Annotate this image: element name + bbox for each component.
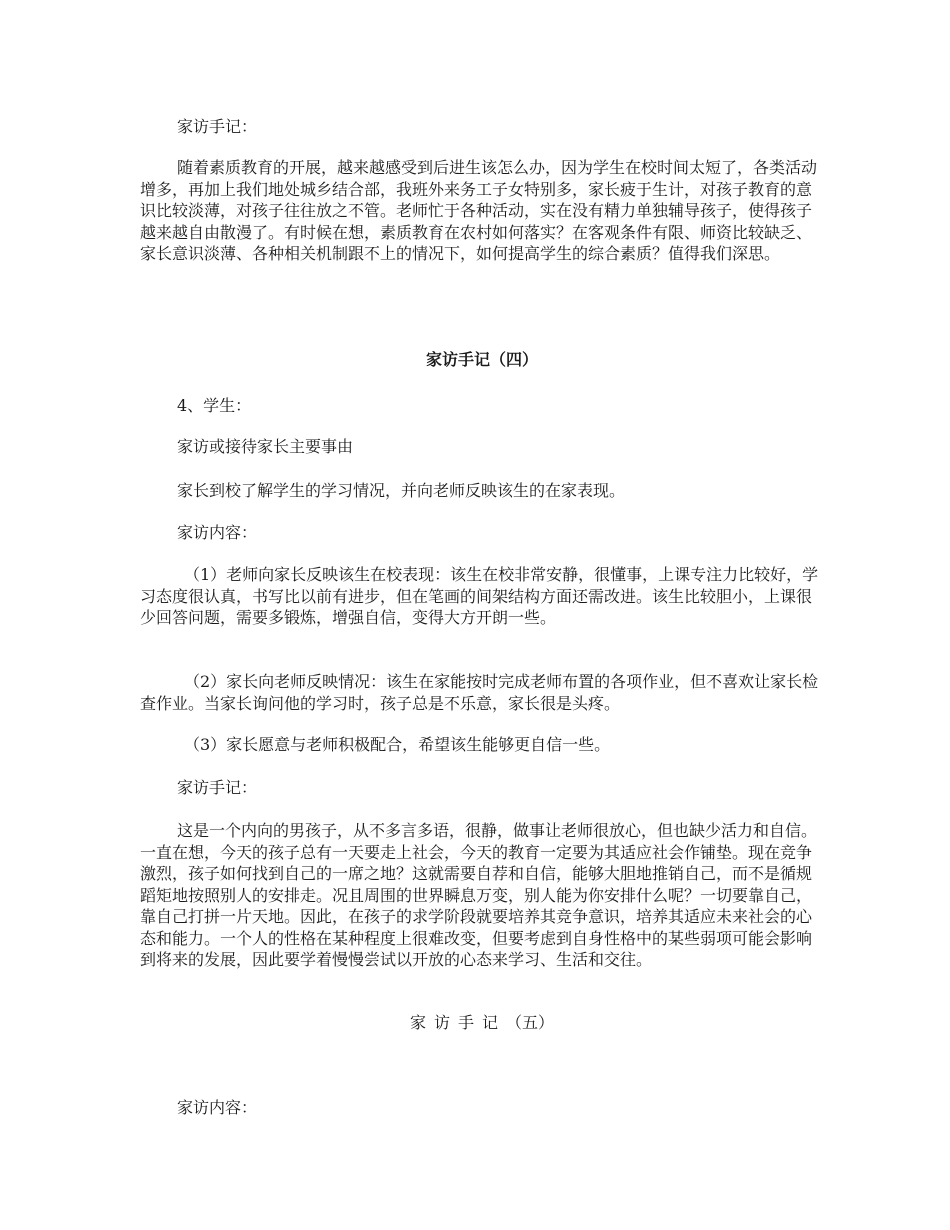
section1-label: 家访手记： — [177, 117, 258, 136]
section1-body: 随着素质教育的开展，越来越感受到后进生该怎么办，因为学生在校时间太短了，各类活动增多，再加上我们地处城乡结合部，我班外来务工子女特别多，家长疲于生计，对孩子教育的意识比较淡薄，对孩子往往放之不管。老师忙于各种活动，实在没有精力单独辅导孩子，使得孩子越来越自由散漫了。有时候在想，素质教育在农村如何落实？在客观条件有限、师资比较缺乏、家长意识淡薄、各种相关机制跟不上的情况下，如何提高学生的综合素质？值得我们深思。 — [140, 158, 818, 264]
section4-title: 家访手记（四） — [425, 350, 538, 369]
section5-title-suffix: （五） — [506, 1013, 555, 1032]
section4-content-label: 家访内容： — [177, 523, 258, 542]
section4-reason: 家长到校了解学生的学习情况，并向老师反映该生的在家表现。 — [177, 481, 626, 500]
section4-student-label: 4、学生： — [177, 396, 252, 415]
section4-item-3: （3）家长愿意与老师积极配合，希望该生能够更自信一些。 — [184, 735, 611, 754]
section4-reason-label: 家访或接待家长主要事由 — [177, 437, 354, 456]
section4-notes-label: 家访手记： — [177, 778, 258, 797]
section5-content-label: 家访内容： — [177, 1098, 258, 1117]
section4-notes: 这是一个内向的男孩子，从不多言多语，很静，做事让老师很放心，但也缺少活力和自信。一直在想，今天的孩子总有一天要走上社会，今天的教育一定要为其适应社会作铺垫。现在竞争激烈，孩子如何找到自己的一席之地？这就需要自荐和自信，能够大胆地推销自己，而不是循规蹈矩地按照别人的安排走。况且周围的世界瞬息万变，别人能为你安排什么呢？一切要靠自己，靠自己打拼一片天地。因此，在孩子的求学阶段就要培养其竞争意识，培养其适应未来社会的心态和能力。一个人的性格在某种程度上很难改变，但要考虑到自身性格中的某些弱项可能会影响到将来的发展，因此要学着慢慢尝试以开放的心态来学习、生活和交往。 — [140, 821, 818, 969]
section5-title-text: 家访手记 — [409, 1013, 506, 1032]
section5-title — [140, 1012, 824, 1034]
section4-item-1: （1）老师向家长反映该生在校表现：该生在校非常安静，很懂事，上课专注力比较好，学习态度很认真，书写比以前有进步，但在笔画的间架结构方面还需改进。该生比较胆小，上课很少回答问题，需要多锻炼，增强自信，变得大方开朗一些。 — [140, 565, 819, 627]
section4-item-2: （2）家长向老师反映情况：该生在家能按时完成老师布置的各项作业，但不喜欢让家长检查作业。当家长询问他的学习时，孩子总是不乐意，家长很是头疼。 — [140, 672, 819, 713]
